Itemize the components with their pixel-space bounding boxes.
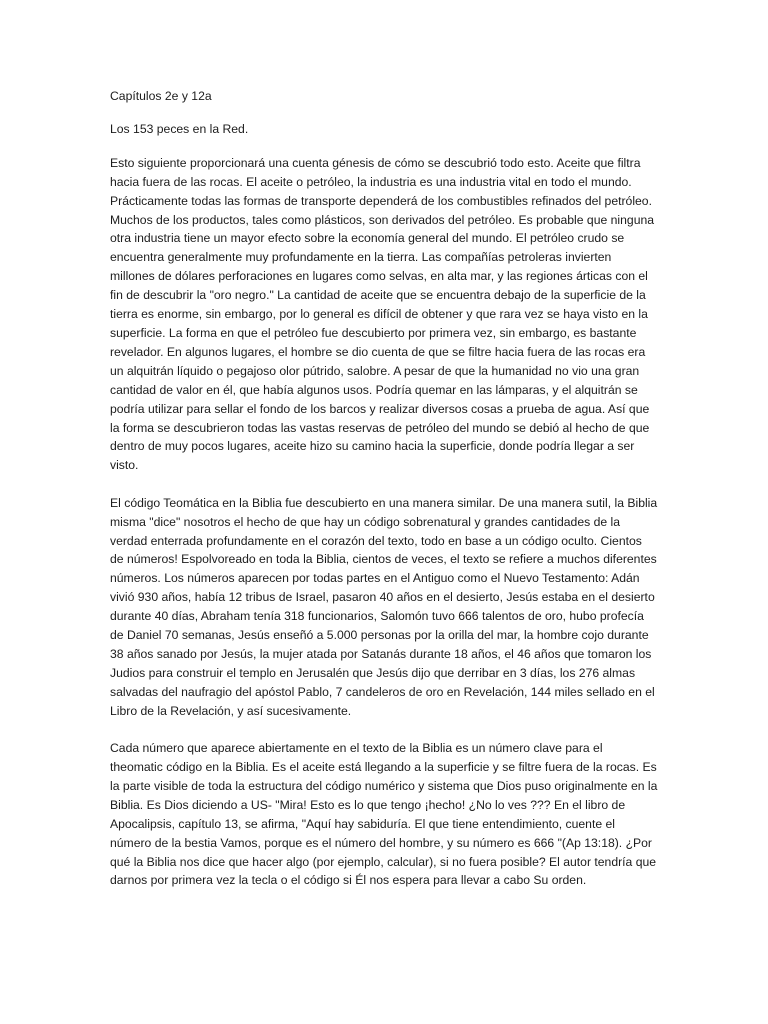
document-page [110,87,658,909]
section-title: Los 153 peces en la Red. [110,122,249,137]
paragraph-key-numbers: Cada número que aparece abiertamente en el texto de la Biblia es un número clave para el theomatic código en la Biblia. Es el aceite está llegando a la superficie y se filtre fuera de la rocas. Es la parte visible de toda la estructura del código numérico y sistema que Dios puso originalmente en la Biblia. Es Dios diciendo a US- "Mira! Esto es lo que tengo ¡hecho! ¿No lo ves ??? En el libro de Apocalipsis, capítulo 13, se afirma, "Aquí hay sabiduría. El que tiene entendimiento, cuente el número de la bestia Vamos, porque es el número del hombre, y su número es 666 "(Ap 13:18). ¿Por qué la Biblia nos dice que hacer algo (por ejemplo, calcular), si no fuera posible? El autor tendría que darnos por primera vez la tecla o el código si Él nos espera para llevar a cabo Su orden. [110,741,658,888]
paragraph-theomatic-code: El código Teomática en la Biblia fue descubierto en una manera similar. De una manera sutil, la Biblia misma "dice" nosotros el hecho de que hay un código sobrenatural y grandes cantidades de la verdad enterrada profundamente en el corazón del texto, todo en base a un código oculto. Cientos de números! Espolvoreado en toda la Biblia, cientos de veces, el texto se refiere a muchos diferentes números. Los números aparecen por todas partes en el Antiguo como el Nuevo Testamento: Adán vivió 930 años, había 12 tribus de Israel, pasaron 40 años en el desierto, Jesús estaba en el desierto durante 40 días, Abraham tenía 318 funcionarios, Salomón tuvo 666 talentos de oro, hubo profecía de Daniel 70 semanas, Jesús enseñó a 5.000 personas por la orilla del mar, la hombre cojo durante 38 años sanado por Jesús, la mujer atada por Satanás durante 18 años, el 46 años que tomaron los Judios para construir el templo en Jerusalén que Jesús dijo que derribar en 3 días, los 276 almas salvadas del naufragio del apóstol Pablo, 7 candeleros de oro en Revelación, 144 miles sellado en el Libro de la Revelación, y así sucesivamente. [110,495,658,718]
chapter-heading: Capítulos 2e y 12a [110,89,212,103]
paragraph-oil-discovery: Esto siguiente proporcionará una cuenta génesis de cómo se descubrió todo esto. Aceite que filtra hacia fuera de las rocas. El aceite o petróleo, la industria es una industria vital en todo el mundo. Prácticamente todas las formas de transporte dependerá de los combustibles refinados del petróleo. Muchos de los productos, tales como plásticos, son derivados del petróleo. Es probable que ninguna otra industria tiene un mayor efecto sobre la economía general del mundo. El petróleo crudo se encuentra generalmente muy profundamente en la tierra. Las compañías petroleras invierten millones de dólares perforaciones en lugares como selvas, en alta mar, y las regiones árticas con el fin de descubrir la "oro negro." La cantidad de aceite que se encuentra debajo de la superficie de la tierra es enorme, sin embargo, por lo general es difícil de obtener y que rara vez se haya visto en la superficie. La forma en que el petróleo fue descubierto por primera vez, sin embargo, es bastante revelador. En algunos lugares, el hombre se dio cuenta de que se filtre hacia fuera de las rocas era un alquitrán líquido o pegajoso olor pútrido, salobre. A pesar de que la humanidad no vio una gran cantidad de valor en él, que había algunos usos. Podría quemar en las lámparas, y el alquitrán se podría utilizar para sellar el fondo de los barcos y realizar diversos cosas a prueba de agua. Así que la forma se descubrieron todas las vastas reservas de petróleo del mundo se debió al hecho de que dentro de muy pocos lugares, aceite hizo su camino hacia la superficie, donde podría llegar a ser visto. [110,155,655,473]
